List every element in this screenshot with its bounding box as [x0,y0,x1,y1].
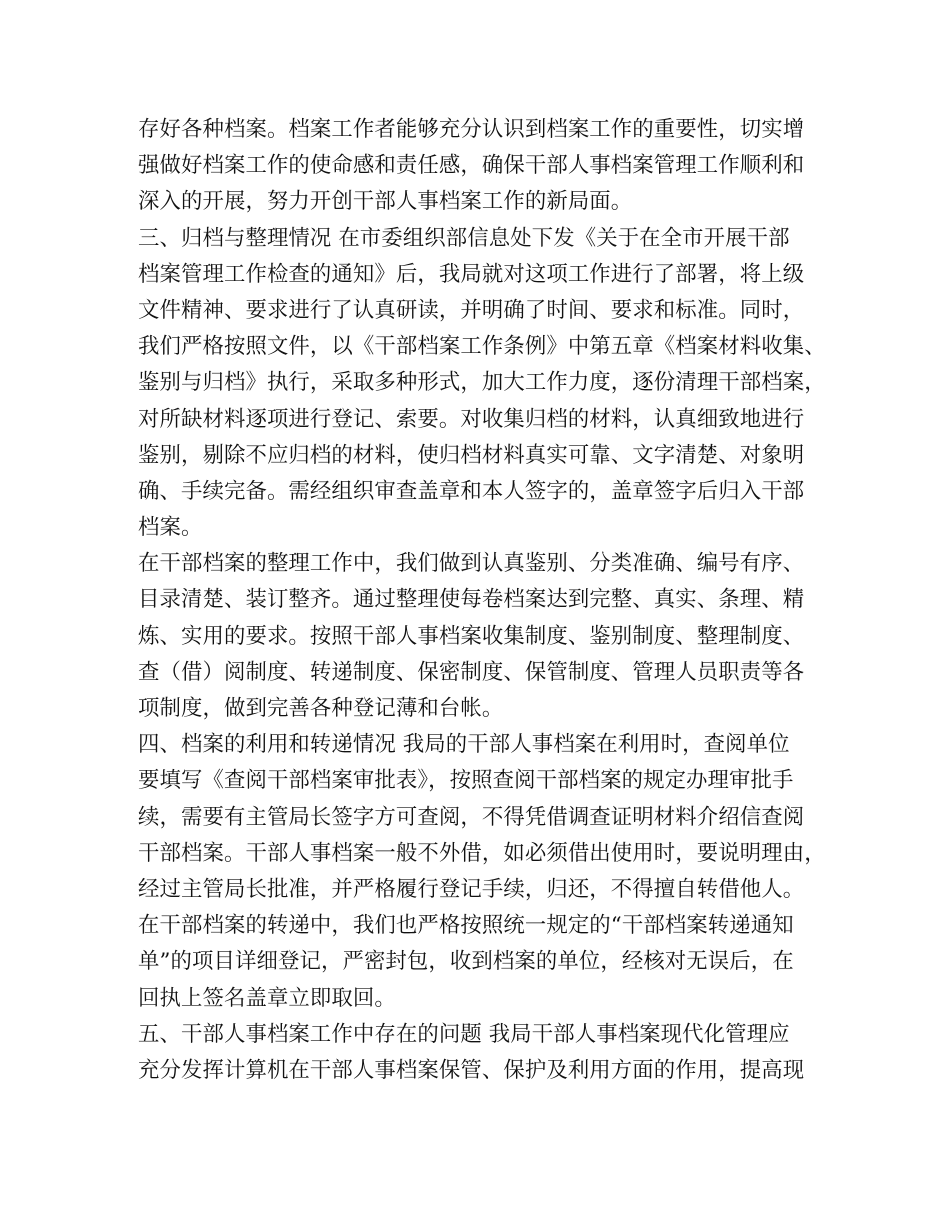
text-line: 我们严格按照文件，以《干部档案工作条例》中第五章《档案材料收集、 [138,334,826,360]
section-heading-line: 四、档案的利用和转递情况 我局的干部人事档案在利用时，查阅单位 [138,732,790,758]
text-line: 要填写《查阅干部档案审批表》，按照查阅干部档案的规定办理审批手 [138,768,794,794]
text-line: 回执上签名盖章立即取回。 [138,985,396,1011]
text-line: 查（借）阅制度、转递制度、保密制度、保管制度、管理人员职责等各 [138,659,805,685]
text-line: 存好各种档案。档案工作者能够充分认识到档案工作的重要性，切实增 [138,117,805,142]
text-line: 续，需要有主管局长签字方可查阅，不得凭借调查证明材料介绍信查阅 [138,804,805,830]
document-body [138,112,826,1089]
text-line: 在干部档案的整理工作中，我们做到认真鉴别、分类准确、编号有序、 [138,551,805,577]
text-line: 文件精神、要求进行了认真研读，并明确了时间、要求和标准。同时， [138,297,805,323]
text-line: 项制度，做到完善各种登记薄和台帐。 [138,696,504,721]
text-line: 档案管理工作检查的通知》后，我局就对这项工作进行了部署，将上级 [138,261,805,287]
text-line: 对所缺材料逐项进行登记、索要。对收集归档的材料，认真细致地进行 [138,406,805,432]
text-line: 目录清楚、装订整齐。通过整理使每卷档案达到完整、真实、条理、精 [138,587,805,613]
text-line: 鉴别，剔除不应归档的材料，使归档材料真实可靠、文字清楚、对象明 [138,442,805,468]
text-line: 强做好档案工作的使命感和责任感，确保干部人事档案管理工作顺利和 [138,153,805,179]
text-line: 档案。 [138,515,203,541]
section-heading-line: 三、归档与整理情况 在市委组织部信息处下发《关于在全市开展干部 [138,225,790,251]
text-line: 炼、实用的要求。按照干部人事档案收集制度、鉴别制度、整理制度、 [138,623,805,649]
text-line: 深入的开展，努力开创干部人事档案工作的新局面。 [138,189,633,215]
text-line: 确、手续完备。需经组织审查盖章和本人签字的，盖章签字后归入干部 [138,478,805,504]
text-line: 在干部档案的转递中，我们也严格按照统一规定的“干部档案转递通知 [138,913,794,939]
text-line: 干部档案。干部人事档案一般不外借，如必须借出使用时，要说明理由， [138,840,826,866]
text-line: 充分发挥计算机在干部人事档案保管、保护及利用方面的作用，提高现 [138,1057,805,1083]
section-heading-line: 五、干部人事档案工作中存在的问题 我局干部人事档案现代化管理应 [138,1021,790,1047]
text-line: 鉴别与归档》执行，采取多种形式，加大工作力度，逐份清理干部档案， [138,370,826,396]
text-line: 单”的项目详细登记，严密封包，收到档案的单位，经核对无误后，在 [138,949,794,975]
text-line: 经过主管局长批准，并严格履行登记手续，归还，不得擅自转借他人。 [138,876,805,902]
